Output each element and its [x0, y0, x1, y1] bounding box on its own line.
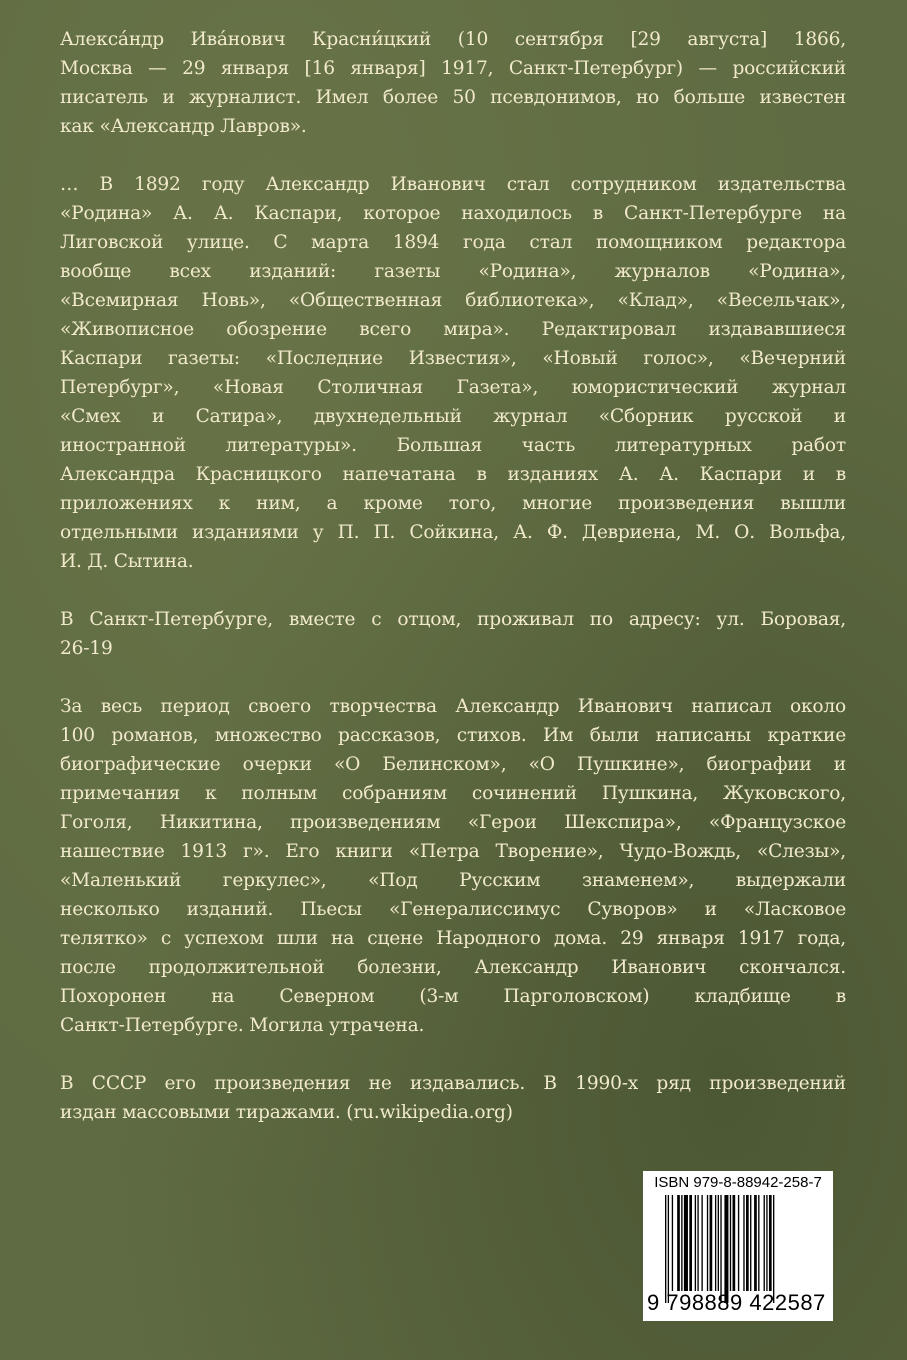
paragraph — [60, 1069, 846, 1127]
isbn-label: ISBN 979-8-88942-258-7 — [654, 1174, 822, 1191]
text-line: издан массовыми тиражами. (ru.wikipedia.org) — [60, 1102, 513, 1123]
barcode-bar — [701, 1195, 702, 1291]
text-line: Александра Красницкого напечатана в изданиях А. А. Каспари и в — [60, 464, 846, 485]
barcode-bar — [724, 1195, 728, 1303]
text-line: «Родина» А. А. Каспари, которое находилось в Санкт-Петербурге на — [60, 203, 846, 224]
barcode-bar — [743, 1195, 744, 1291]
barcode-bar — [764, 1195, 765, 1291]
text-line: И. Д. Сытина. — [60, 551, 194, 572]
text-line: нашествие 1913 г». Его книги «Петра Творение», Чудо-Вождь, «Слезы», — [60, 841, 846, 862]
text-line: Похоронен на Северном (3-м Парголовском) кладбище в — [60, 986, 846, 1007]
barcode-bar — [672, 1195, 673, 1291]
text-line: «Смех и Сатира», двухнедельный журнал «Сборник русской и — [60, 406, 846, 427]
barcode-bar — [695, 1195, 696, 1291]
text-line: Москва — 29 января [16 января] 1917, Санкт-Петербург) — российский — [60, 58, 846, 79]
text-line: … В 1892 году Александр Иванович стал сотрудником издательства — [60, 174, 846, 195]
back-cover-text — [60, 25, 846, 1156]
text-line: В Санкт-Петербурге, вместе с отцом, проживал по адресу: ул. Боровая, — [60, 609, 846, 630]
text-line: За весь период своего творчества Александр Иванович написал около — [60, 696, 846, 717]
paragraph — [60, 692, 846, 1040]
barcode-bar — [710, 1195, 713, 1291]
barcode-bar — [733, 1195, 736, 1291]
text-line: «Живописное обозрение всего мира». Редактировал издававшиеся — [60, 319, 846, 340]
text-line: несколько изданий. Пьесы «Генералиссимус Суворов» и «Ласковое — [60, 899, 846, 920]
text-line: Гоголя, Никитина, произведениям «Герои Шекспира», «Французское — [60, 812, 846, 833]
barcode-bar — [681, 1195, 682, 1291]
paragraph — [60, 25, 846, 141]
text-line: «Всемирная Новь», «Общественная библиотека», «Клад», «Весельчак», — [60, 290, 846, 311]
text-line: «Маленький геркулес», «Под Русским знаменем», выдержали — [60, 870, 846, 891]
text-line: биографические очерки «О Белинском», «О Пушкине», биографии и — [60, 754, 846, 775]
barcode-bar — [766, 1195, 767, 1291]
barcode-bar — [684, 1195, 688, 1291]
barcode-bar — [715, 1195, 716, 1291]
barcode-bar — [720, 1195, 721, 1303]
text-line: иностранной литературы». Большая часть литературных работ — [60, 435, 846, 456]
text-line: Каспари газеты: «Последние Известия», «Новый голос», «Вечерний — [60, 348, 846, 369]
barcode-bar — [738, 1195, 739, 1291]
barcode-bar — [665, 1195, 666, 1303]
barcode-bar — [668, 1195, 669, 1303]
barcode-bar — [677, 1195, 680, 1291]
paragraph — [60, 170, 846, 576]
text-line: примечания к полным собраниям сочинений Пушкина, Жуковского, — [60, 783, 846, 804]
text-line: В СССР его произведения не издавались. В 1990-х ряд произведений — [60, 1073, 846, 1094]
text-line: Лиговской улице. С марта 1894 года стал помощником редактора — [60, 232, 846, 253]
text-line: 26-19 — [60, 638, 113, 659]
barcode-bar — [730, 1195, 731, 1291]
text-line: телятко» с успехом шли на сцене Народного дома. 29 января 1917 года, — [60, 928, 846, 949]
text-line: после продолжительной болезни, Александр Иванович скончался. — [60, 957, 846, 978]
text-line: Алекса́ндр Ива́нович Красни́цкий (10 сентября [29 августа] 1866, — [60, 29, 846, 50]
barcode-bar — [758, 1195, 759, 1291]
barcode-bar — [754, 1195, 757, 1291]
barcode-bar — [769, 1195, 772, 1291]
barcode-bar — [707, 1195, 708, 1291]
paragraph — [60, 605, 846, 663]
barcode-bar — [689, 1195, 692, 1291]
text-line: 100 романов, множество рассказов, стихов. Им были написаны краткие — [60, 725, 846, 746]
text-line: писатель и журналист. Имел более 50 псевдонимов, но больше известен — [60, 87, 846, 108]
barcode-bar — [773, 1195, 774, 1303]
barcode-bar — [697, 1195, 698, 1291]
barcode-bar — [746, 1195, 749, 1291]
text-line: вообще всех изданий: газеты «Родина», журналов «Родина», — [60, 261, 846, 282]
text-line: отдельными изданиями у П. П. Сойкина, А. Ф. Девриена, М. О. Вольфа, — [60, 522, 846, 543]
barcode-bar — [750, 1195, 751, 1291]
isbn-barcode — [643, 1171, 833, 1321]
barcode-digits: 9 798889 422587 — [647, 1290, 826, 1315]
text-line: Петербург», «Новая Столичная Газета», юмористический журнал — [60, 377, 846, 398]
text-line: как «Александр Лавров». — [60, 116, 307, 137]
text-line: Санкт-Петербурге. Могила утрачена. — [60, 1015, 425, 1036]
text-line: приложениях к ним, а кроме того, многие произведения вышли — [60, 493, 846, 514]
barcode-bar — [718, 1195, 719, 1291]
